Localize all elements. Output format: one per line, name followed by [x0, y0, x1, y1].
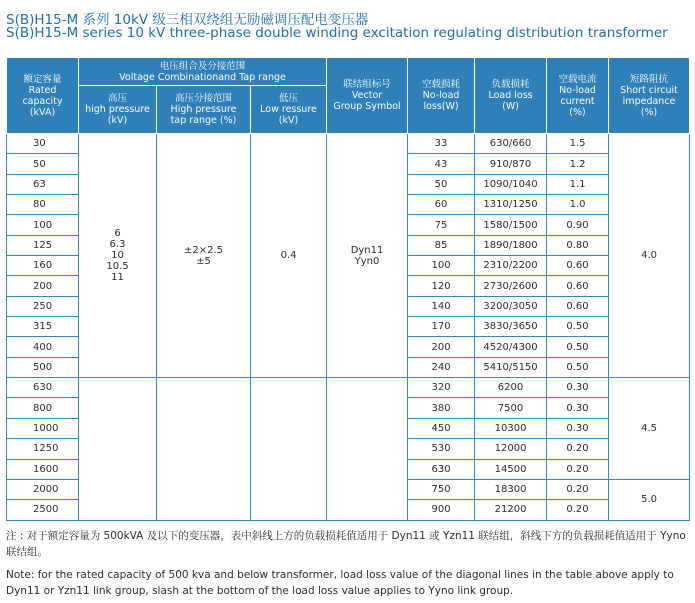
capacity-cell: 2000	[7, 479, 79, 499]
header-load-loss: 负载损耗 Load loss (W)	[475, 58, 547, 134]
noload-loss-cell: 75	[408, 215, 475, 235]
noload-loss-cell: 120	[408, 276, 475, 296]
noload-current-cell: 0.80	[547, 235, 609, 255]
noload-current-cell: 0.50	[547, 317, 609, 337]
capacity-cell: 1000	[7, 418, 79, 438]
noload-loss-cell: 33	[408, 134, 475, 154]
load-loss-cell: 6200	[475, 378, 547, 398]
noload-loss-cell: 100	[408, 256, 475, 276]
load-loss-cell: 3830/3650	[475, 317, 547, 337]
noload-loss-cell: 380	[408, 398, 475, 418]
header-noload-current: 空载电流 No-load current (%)	[547, 58, 609, 134]
header-tap-range: 高压分接范围 High pressure tap range (%)	[157, 86, 251, 134]
header-impedance: 短路阻抗 Short circuit impedance (%)	[609, 58, 690, 134]
impedance-cell: 5.0	[609, 479, 690, 520]
noload-current-cell: 1.2	[547, 154, 609, 174]
noload-current-cell: 1.1	[547, 174, 609, 194]
capacity-cell: 125	[7, 235, 79, 255]
tap-range-cell-empty	[157, 378, 251, 520]
capacity-cell: 80	[7, 195, 79, 215]
noload-current-cell: 0.20	[547, 459, 609, 479]
noload-current-cell: 0.50	[547, 337, 609, 357]
noload-loss-cell: 320	[408, 378, 475, 398]
header-low-pressure: 低压 Low ressure (kV)	[251, 86, 327, 134]
noload-loss-cell: 630	[408, 459, 475, 479]
noload-loss-cell: 530	[408, 439, 475, 459]
capacity-cell: 500	[7, 357, 79, 377]
load-loss-cell: 3200/3050	[475, 296, 547, 316]
load-loss-cell: 630/660	[475, 134, 547, 154]
load-loss-cell: 1090/1040	[475, 174, 547, 194]
spec-table	[6, 57, 690, 521]
header-capacity: 额定容量 Rated capacity (kVA)	[7, 58, 79, 134]
noload-current-cell: 0.30	[547, 378, 609, 398]
noload-current-cell: 0.90	[547, 215, 609, 235]
impedance-cell: 4.5	[609, 378, 690, 480]
capacity-cell: 315	[7, 317, 79, 337]
capacity-cell: 100	[7, 215, 79, 235]
table-row	[7, 378, 690, 398]
capacity-cell: 250	[7, 296, 79, 316]
low-pressure-cell: 0.4	[251, 134, 327, 378]
high-pressure-cell-empty	[79, 378, 157, 520]
load-loss-cell: 2310/2200	[475, 256, 547, 276]
impedance-cell: 4.0	[609, 134, 690, 378]
noload-loss-cell: 60	[408, 195, 475, 215]
load-loss-cell: 1890/1800	[475, 235, 547, 255]
noload-loss-cell: 50	[408, 174, 475, 194]
noload-loss-cell: 900	[408, 500, 475, 520]
header-noload-loss: 空载损耗 No-load loss(W)	[408, 58, 475, 134]
load-loss-cell: 2730/2600	[475, 276, 547, 296]
capacity-cell: 160	[7, 256, 79, 276]
capacity-cell: 50	[7, 154, 79, 174]
load-loss-cell: 5410/5150	[475, 357, 547, 377]
capacity-cell: 800	[7, 398, 79, 418]
noload-current-cell: 1.0	[547, 195, 609, 215]
capacity-cell: 2500	[7, 500, 79, 520]
noload-loss-cell: 200	[408, 337, 475, 357]
load-loss-cell: 4520/4300	[475, 337, 547, 357]
noload-current-cell: 0.60	[547, 256, 609, 276]
noload-loss-cell: 170	[408, 317, 475, 337]
load-loss-cell: 10300	[475, 418, 547, 438]
note-chinese: 注 : 对于额定容量为 500kVA 及以下的变压器，表中斜线上方的负载损耗值适用于 Dyn11 或 Yzn11 联结组，斜线下方的负载损耗值适用于 Yyno 联结组。	[6, 530, 686, 558]
header-high-pressure: 高压 high pressure (kV)	[79, 86, 157, 134]
noload-loss-cell: 85	[408, 235, 475, 255]
vector-group-cell-empty	[327, 378, 408, 520]
capacity-cell: 1250	[7, 439, 79, 459]
table-row	[7, 134, 690, 154]
capacity-cell: 1600	[7, 459, 79, 479]
noload-current-cell: 0.60	[547, 296, 609, 316]
noload-loss-cell: 450	[408, 418, 475, 438]
noload-current-cell: 0.30	[547, 398, 609, 418]
capacity-cell: 200	[7, 276, 79, 296]
vector-group-cell: Dyn11 Yyn0	[327, 134, 408, 378]
noload-loss-cell: 140	[408, 296, 475, 316]
noload-current-cell: 1.5	[547, 134, 609, 154]
high-pressure-cell: 6 6.3 10 10.5 11	[79, 134, 157, 378]
load-loss-cell: 21200	[475, 500, 547, 520]
load-loss-cell: 1310/1250	[475, 195, 547, 215]
noload-current-cell: 0.30	[547, 418, 609, 438]
load-loss-cell: 14500	[475, 459, 547, 479]
noload-loss-cell: 43	[408, 154, 475, 174]
noload-current-cell: 0.20	[547, 479, 609, 499]
capacity-cell: 30	[7, 134, 79, 154]
low-pressure-cell-empty	[251, 378, 327, 520]
noload-loss-cell: 240	[408, 357, 475, 377]
load-loss-cell: 12000	[475, 439, 547, 459]
load-loss-cell: 18300	[475, 479, 547, 499]
title-chinese: S(B)H15-M 系列 10kV 级三相双绕组无励磁调压配电变压器	[6, 12, 369, 28]
load-loss-cell: 910/870	[475, 154, 547, 174]
note-english: Note: for the rated capacity of 500 kva and below transformer, load loss value of the diagonal lines in the table above apply to Dyn11 or Yzn11 link group, slash at the bottom of the load loss value applies to Yyno link group.	[6, 569, 674, 597]
noload-current-cell: 0.50	[547, 357, 609, 377]
noload-current-cell: 0.60	[547, 276, 609, 296]
capacity-cell: 63	[7, 174, 79, 194]
capacity-cell: 630	[7, 378, 79, 398]
header-vector-group: 联结组标号 Vector Group Symbol	[327, 58, 408, 134]
load-loss-cell: 1580/1500	[475, 215, 547, 235]
capacity-cell: 400	[7, 337, 79, 357]
load-loss-cell: 7500	[475, 398, 547, 418]
noload-current-cell: 0.20	[547, 500, 609, 520]
tap-range-cell: ±2×2.5 ±5	[157, 134, 251, 378]
noload-loss-cell: 750	[408, 479, 475, 499]
header-voltage-group: 电压组合及分接范围 Voltage Combinationand Tap range	[79, 58, 327, 86]
title-english: S(B)H15-M series 10 kV three-phase double winding excitation regulating distribution transformer	[6, 25, 668, 41]
noload-current-cell: 0.20	[547, 439, 609, 459]
